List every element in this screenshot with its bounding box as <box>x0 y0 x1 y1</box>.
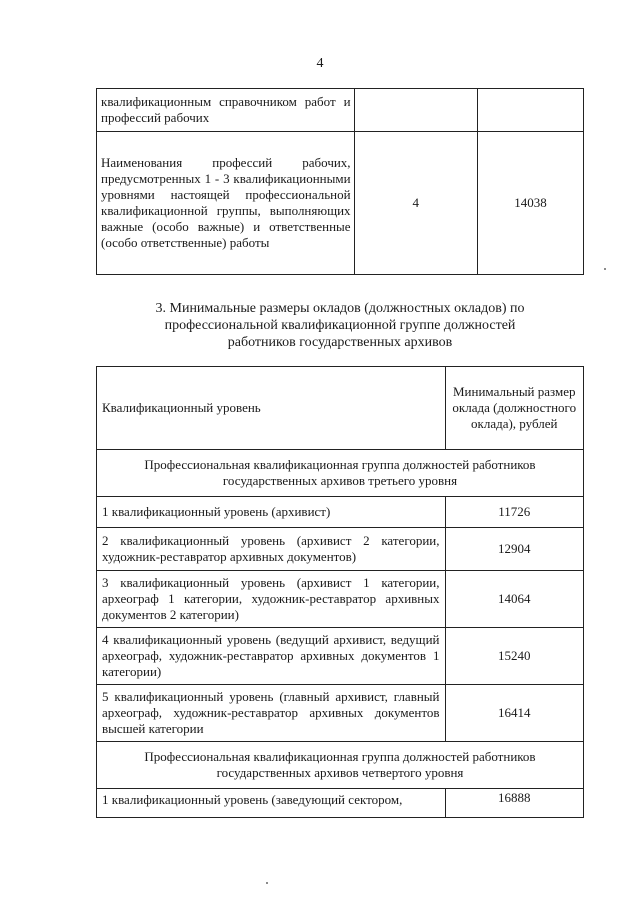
scan-speck <box>604 268 606 270</box>
salary-cell: 16414 <box>445 685 584 742</box>
continuation-table <box>96 88 584 275</box>
level-cell: 3 квалификационный уровень (архивист 1 категории, археограф 1 категории, художник-реставратор архивных документов 2 категории) <box>97 571 446 628</box>
table-row <box>97 685 584 742</box>
group-row <box>97 742 584 789</box>
table-row <box>97 571 584 628</box>
section-heading: 3. Минимальные размеры окладов (должностных окладов) по профессиональной квалификационной группе должностей работников государственных архивов <box>155 301 525 350</box>
salary-cell: 12904 <box>445 528 584 571</box>
group-title-third-level: Профессиональная квалификационная группа должностей работников государственных архивов третьего уровня <box>97 450 584 497</box>
salary-cell: 16888 <box>445 789 584 818</box>
column-header-salary: Минимальный размер оклада (должностного оклада), рублей <box>445 367 584 450</box>
column-header-level: Квалификационный уровень <box>97 367 446 450</box>
salary-cell: 11726 <box>445 497 584 528</box>
level-cell: 4 <box>354 132 477 275</box>
table-row <box>97 132 584 275</box>
salary-cell <box>477 89 583 132</box>
level-cell <box>354 89 477 132</box>
level-cell: 4 квалификационный уровень (ведущий архивист, ведущий археограф, художник-реставратор архивных документов 1 категории) <box>97 628 446 685</box>
page-number: 4 <box>316 56 324 71</box>
salary-cell: 15240 <box>445 628 584 685</box>
table-row <box>97 528 584 571</box>
table-row <box>97 89 584 132</box>
table-header-row <box>97 367 584 450</box>
level-cell: 5 квалификационный уровень (главный архивист, главный археограф, художник-реставратор архивных документов высшей категории <box>97 685 446 742</box>
level-cell: 2 квалификационный уровень (архивист 2 категории, художник-реставратор архивных документов) <box>97 528 446 571</box>
table-row <box>97 789 584 818</box>
salary-cell: 14038 <box>477 132 583 275</box>
scan-speck <box>266 882 268 884</box>
table-row <box>97 497 584 528</box>
table-row <box>97 628 584 685</box>
profession-cell: Наименования профессий рабочих, предусмотренных 1 - 3 квалификационными уровнями настоящей профессиональной квалификационной группы, выполняющих важные (особо важные) и ответственные (особо ответственные) работы <box>97 132 355 275</box>
salary-cell: 14064 <box>445 571 584 628</box>
profession-cell: квалификационным справочником работ и профессий рабочих <box>97 89 355 132</box>
level-cell: 1 квалификационный уровень (заведующий сектором, <box>97 789 446 818</box>
level-cell: 1 квалификационный уровень (архивист) <box>97 497 446 528</box>
salary-table <box>96 366 584 818</box>
group-title-fourth-level: Профессиональная квалификационная группа должностей работников государственных архивов четвертого уровня <box>97 742 584 789</box>
group-row <box>97 450 584 497</box>
